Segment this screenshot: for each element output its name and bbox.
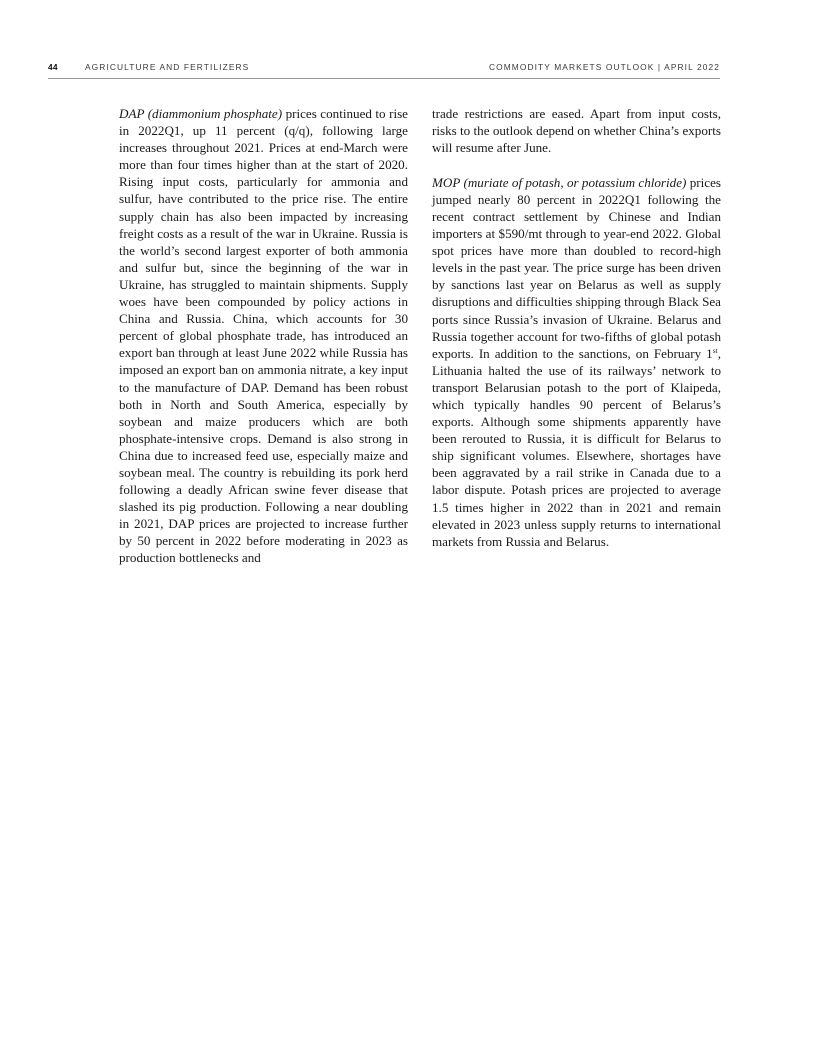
dap-continuation-paragraph: trade restrictions are eased. Apart from input costs, risks to the outlook depend on whether China’s exports will resume after June.	[432, 106, 721, 156]
left-column	[119, 105, 408, 584]
header-rule	[48, 78, 720, 79]
dap-body: prices continued to rise in 2022Q1, up 11 percent (q/q), following large increases throughout 2021. Prices at end-March were more than four times higher than at the start of 2020. Rising input costs, particularly for ammonia and sulfur, have contributed to the price rise. The entire supply chain has also been impacted by increasing freight costs as a result of the war in Ukraine. Russia is the world’s second largest exporter of both ammonia and sulfur but, since the beginning of the war in Ukraine, has struggled to maintain shipments. Supply woes have been compounded by policy actions in China and Russia. China, which accounts for 30 percent of global phosphate trade, has introduced an export ban through at least June 2022 while Russia has imposed an export ban on ammonia nitrate, a key input to the manufacture of DAP. Demand has been robust both in North and South America, especially by soybean and maize producers which are both phosphate-intensive crops. Demand is also strong in China due to increased feed use, especially maize and soybean meal. The country is rebuilding its pork herd following a deadly African swine fever disease that slashed its pig production. Following a near doubling in 2021, DAP prices are projected to increase further by 50 percent in 2022 before moderating in 2023 as production bottlenecks and	[119, 106, 408, 566]
section-title: AGRICULTURE AND FERTILIZERS	[85, 62, 250, 72]
mop-body-part1: prices jumped nearly 80 percent in 2022Q1 following the recent contract settlement by Chinese and Indian importers at $590/mt through to year-end 2022. Global spot prices have more than doubled to record-high levels in the past year. The price surge has been driven by sanctions last year on Belarus as well as supply disruptions and difficulties shipping through Black Sea ports since Russia’s invasion of Ukraine. Belarus and Russia together account for two-fifths of global potash exports. In addition to the sanctions, on February 1	[432, 174, 721, 361]
page-header	[48, 62, 720, 76]
dap-lead: DAP (diammonium phosphate)	[119, 106, 283, 121]
page-number: 44	[48, 62, 58, 72]
publication-title: COMMODITY MARKETS OUTLOOK | APRIL 2022	[488, 62, 720, 72]
right-column	[432, 105, 721, 567]
mop-lead: MOP (muriate of potash, or potassium chloride)	[432, 174, 687, 190]
mop-paragraph	[432, 174, 721, 550]
dap-paragraph	[119, 105, 408, 567]
ordinal-superscript: st	[712, 345, 718, 355]
mop-body-part2: , Lithuania halted the use of its railways’ network to transport Belarusian potash to the port of Klaipeda, which typically handles 90 percent of Belarus’s exports. Although some shipments apparently have been rerouted to Russia, it is difficult for Belarus to ship significant volumes. Elsewhere, shortages have been aggravated by a rail strike in Canada due to a labor dispute. Potash prices are projected to average 1.5 times higher in 2022 than in 2021 and remain elevated in 2023 unless supply returns to international markets from Russia and Belarus.	[432, 345, 721, 549]
